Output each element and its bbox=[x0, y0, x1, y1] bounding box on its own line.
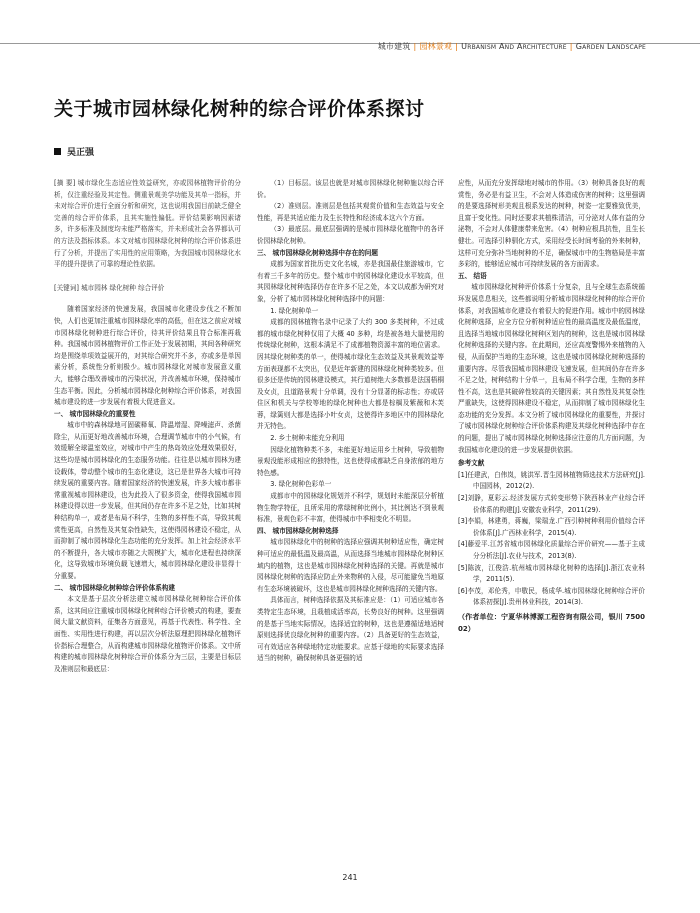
references-heading: 参考文献 bbox=[458, 459, 485, 468]
section-2-paragraph: 本文是基于层次分析法建立城市园林绿化树种综合评价体系，这其间应注重城市园林绿化树种综合评价模式的构建，要查阅大量文献资料，征集各方面意见，再基于代表性、科学性、全面性、实用性进行构建，再以层次分析法原理把园林绿化植物评价指标合理整合，从而构建城市园林绿化植物评价体系。文中所构建的城市园林绿化树种综合评价体系分为三层，主要是目标层及准则层和最底层： bbox=[54, 595, 241, 673]
intro-paragraph: 随着国家经济的快速发展，我国城市化建设步伐之不断加快，人们也更加注重城市园林绿化率的高低，但在这之前应对城市园林绿化树种进行综合评价，待其评价结果且符合标准再栽种。我国城市园林植物评价工作正处于发展初期，其间各种研究均是围绕单项效益展开的，对其综合研究并不多，亦或多是单因素分析，系统性分析则极少。城市园林绿化对城市发展意义重大，能够合理改善城市的污染状况，并改善城市环境，保持城市生态平衡。因此，分析城市园林绿化树种综合评价体系，对我国城市建设的进一步发展有着极大促进意义。 bbox=[54, 305, 241, 407]
abstract: [摘 要] 城市绿化生态适应性效益研究，亦或园林植物评价的分析，仅注重经验及其定性。侧重景观美学功能及其单一指标，并未对综合评价进行全面分析和研究，这也说明我国目前缺乏健全完善的综合评价体系，且其实施性偏低。评价结果影响因素诸多，许多标准及制度均未能严格落实，并未形成社会各界都认可的方法及指标体系。本文对城市园林绿化树种的综合评价体系进行了分析，并提出了实用性的应用策略，为我国城市园林绿化水平的提升提供了可靠的理论性依据。 bbox=[54, 179, 241, 269]
section-1-paragraph: 城市中的森林绿地可固碳释氧、降温增湿、降噪滤声、杀菌除尘，从而更好地改善城市环境，合理调节城市中的小气候，有效缓解全球温室效应，对城市中产生的热岛效应处理效果很好，这些均是城市园林绿化的生态服务功能。往往是以城市园林为建设载体，带动整个城市的生态化建设，这已是世界各大城市可持续发展的重要内容。随着国家经济的快速发展，许多大城市都非常重视城市园林建设，也为此投入了很多资金，使得我国城市园林建设得以进一步发展，但其间仍存在许多不足之处，比如其树种结构单一，或者是布局不科学，生物的多样性不高，导致其观赏性更高，自然性及其复杂性缺失，这使得园林建设不稳定，从而抑制了城市园林绿化生态功能的充分发挥。加上社会经济水平的不断提升，各大城市亦随之大规模扩大，城市化进程也持续深化，这导致城市环境负载飞速增大，城市园林绿化建设非显得十分重要。 bbox=[54, 421, 241, 580]
section-heading-1: 一、 城市园林绿化的重要性 bbox=[54, 409, 136, 418]
reference-item: [6]李茂，邓伦秀，申敬民，杨成华.城市园林绿化树种综合评价体系初探[J].贵州林业科技，2014(3). bbox=[458, 586, 645, 607]
subheading-3-1: 1. 绿化树种单一 bbox=[270, 306, 319, 315]
subsection-3-3-paragraph: 成都市中的园林绿化规划并不科学，规划时未能深层分析植物生物学特征，且所采用的常绿树种比例小，其比例达不到景观标准，景观色彩不丰富，使得城市中季相变化不明显。 bbox=[257, 492, 444, 524]
reference-item: [4]藤爱平.江苏省城市园林绿化质量综合评价研究——基于主成分分析法[J].农业与技术，2013(8). bbox=[458, 540, 645, 560]
continued-paragraph: 应性，从而充分发挥绿地对城市的作用。（3）树种具备良好的观赏性，务必是有益卫生，不会对人体造成伤害的树种；这里强调的是要选择树形美观且根系发达的树种，树姿一定要雅致优美，且富于变化性。同时还要求其植株清洁，可分泌对人体有益的分泌物，不会对人体健康带来危害。（4）树种应根具抗性，且生长健壮。可选择引种驯化方式，采用经受长时间考验的外来树种，这样可充分弥补当地树种的不足，确保城市中的生物格局是丰富多彩的，能够适应城市可持续发展的各方面需求。 bbox=[458, 179, 645, 269]
section-heading-2: 二、 城市园林绿化树种综合评价体系构建 bbox=[54, 583, 175, 592]
subsection-3-1-paragraph: 成都的园林植物名录中记录了大约 300 多类树种，不过成都的城市绿化树种仅用了大概 40 多种，均是被各地大量使用的传统绿化树种，这根本满足不了成都植物资源丰富的地位需求。因其绿化树种类的单一，使得城市绿化生态效益及其景观效益等方面表现都不太突出，仅是近年新建的园林绿化树种类较多。但很多还是传统的园林建设模式，其行道树绝大多数都是法国梧桐及女贞，且道路景观十分单调，没有十分显著的标志性；亦或居住区和机关与学校等地的绿化树种也大都是棕榈及紫薇和木芙蓉，绿篱则大都是选择小叶女贞，这使得许多地区中的园林绿化并无特色。 bbox=[257, 318, 444, 431]
header-subsection: 园林景观 bbox=[419, 42, 453, 51]
header-en-sub: Garden Landscape bbox=[575, 42, 646, 51]
reference-item: [2]刘静，夏彩云.经济发展方式转变形势下陕西林业产业综合评价体系的构建[J].安徽农业科学，2011(29). bbox=[458, 494, 645, 514]
article-title: 关于城市园林绿化树种的综合评价体系探讨 bbox=[54, 98, 425, 120]
column-2 bbox=[257, 178, 444, 665]
author-line bbox=[54, 145, 94, 158]
subsection-3-2-paragraph: 因绿化植物种类不多，未能更好地运用乡土树种，导致植物景观没能形成相应的独特性，这也使得成都缺乏自身浓郁的地方特色感。 bbox=[257, 445, 444, 477]
section-4-paragraph: 城市园林绿化中的树种的选择应强调其树种适应性，确定树种可适应的最低温及最高温，从而选择当地城市园林绿化树种区域内的植物，这也是城市园林绿化树种选择的关键。再就是城市园林绿化树种的选择应防止外来物种的入侵，尽可能避免当地原有生态环境被破坏，这也是城市园林绿化树种选择的关键内容。 bbox=[257, 538, 444, 593]
column-3 bbox=[458, 178, 645, 635]
reference-item: [5]陈波，江俊浩.杭州城市园林绿化树种的选择[J].浙江农业科学，2011(5). bbox=[458, 563, 645, 584]
author-affiliation: （作者单位：宁夏华林博源工程咨询有限公司，银川 750002） bbox=[458, 612, 645, 633]
criteria-layer-paragraph: （2）准则层。准则层是包括其观赏价值和生态效益与安全性能，再是其适应能力及生长特性和经济成本这六个方面。 bbox=[257, 202, 444, 222]
subheading-3-3: 3. 绿化树种色彩单一 bbox=[270, 480, 332, 489]
conclusion-paragraph: 城市园林绿化树种评价体系十分复杂，且与全球生态系统循环发展息息相关，这些都说明分析城市园林绿化树种的综合评价体系，对我国城市化建设有着很大的促进作用。城市中的园林绿化树种选择，应全方位分析树种适应性的最高温度及最低温度，且选择当地城市园林绿化树种区划内的树种，这也是城市园林绿化树种选择的关键内容。在此期间，还应高度警惕外来植物的入侵，从而保护当地的生态环境，这也是城市园林绿化树种选择的重要内容。尽管我国城市园林建设飞速发展，但其间仍存在许多不足之处，树种结构十分单一，且布局不科学合理，生物的多样性不高，这也是其破碎性较高的关键因素；其自然性及其复杂性严重缺失，这使得园林建设不稳定，从而抑制了城市园林绿化生态功能的充分发挥。本文分析了城市园林绿化的重要性，并探讨了城市园林绿化树种综合评价体系构建及其绿化树种选择中存在的问题，提出了城市园林绿化树种选择应注意的几方面问题，为我国城市化建设的进一步发展提供依据。 bbox=[458, 283, 645, 454]
column-1 bbox=[54, 178, 241, 675]
section-heading-3: 三、 城市园林绿化树种选择中存在的问题 bbox=[257, 248, 378, 257]
section-heading-5: 五、 结语 bbox=[458, 271, 487, 280]
header-section: 城市建筑 bbox=[377, 42, 411, 51]
author-bullet-icon bbox=[54, 148, 61, 155]
header-en-title: Urbanism And Architecture bbox=[461, 42, 567, 51]
running-header: 城市建筑 | 园林景观 | Urbanism And Architecture | Garden Landscape bbox=[377, 42, 646, 51]
bottom-layer-paragraph: （3）最底层。最底层强调的是城市园林绿化植物中的各评价园林绿化树种。 bbox=[257, 225, 444, 245]
author-name: 吴正强 bbox=[67, 148, 95, 158]
reference-item: [1]任建武，白伟岚，姚洪军.晋生园林植物筛选技术方法研究[J].中国园林，2012(2). bbox=[458, 470, 645, 491]
reference-item: [3]李娟，林建勇，蒋巍，梁瑞龙.广西引种树种利用价值综合评价体系[J].广西林业科学，2015(4). bbox=[458, 517, 645, 537]
page-number: 241 bbox=[342, 873, 358, 882]
section-heading-4: 四、 城市园林绿化树种选择 bbox=[257, 526, 339, 535]
section-4-paragraph-2: 具体而言，树种选择依据及其标准应是：（1）可适应城市各类特定生态环境，且栽植成活率高，长势良好的树种。这里强调的是基于当地实际情况，选择适宜的树种，这也是遵循适地适树原则选择优良绿化树种的重要内容。（2）具备更好的生态效益，可有效适应各种绿地特定功能要求。应基于绿地的实际要求选择适当的树种，确保树种具备更强的适 bbox=[257, 596, 444, 663]
keywords: [关键词] 城市园林 绿化树种 综合评价 bbox=[54, 283, 165, 292]
target-layer-paragraph: （1）目标层。该层也就是对城市园林绿化树种施以综合评价。 bbox=[257, 179, 444, 199]
subheading-3-2: 2. 乡土树种未能充分利用 bbox=[270, 434, 345, 443]
section-3-paragraph: 成都为国家首批历史文化名城，亦是我国最佳旅游城市，它有着三千多年的历史。整个城市中的园林绿化建设水平较高，但其园林绿化树种选择仍存在许多不足之处，本文以成都为研究对象，分析了城市园林绿化树种选择中的问题： bbox=[257, 260, 444, 303]
